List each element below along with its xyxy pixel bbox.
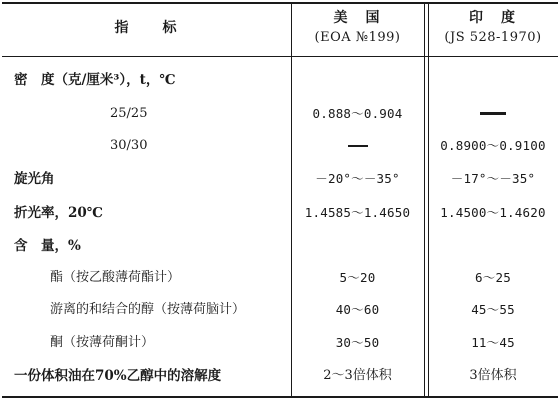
dash-mark [480,112,506,115]
row-ketone-label: 酮（按薄荷酮计） [50,335,155,350]
row-ester-india: 6～25 [475,270,511,285]
row-density-3030-india: 0.8900～0.9100 [440,138,546,153]
row-density-label: 密 度（克/厘米³），t，℃ [14,72,176,88]
row-density-3030-label: 30/30 [110,138,148,153]
row-density-3030-usa [291,138,424,154]
row-alcohol-india: 45～55 [471,302,515,317]
header-india-standard: (JS 528-1970) [444,30,542,45]
row-ketone-usa: 30～50 [335,335,380,350]
row-density-2525-label: 25/25 [110,106,148,121]
row-alcohol-usa: 40～60 [335,302,380,317]
row-ester-label: 酯（按乙酸薄荷酯计） [50,270,181,285]
row-rotation-usa: －20°～－35° [315,171,400,186]
row-solubility-label: 一份体积油在70%乙醇中的溶解度 [14,368,222,384]
row-refraction-india: 1.4500～1.4620 [440,205,546,220]
header-usa-standard: (EOA №199) [314,30,401,45]
row-density-2525-usa: 0.888～0.904 [312,106,403,121]
row-refraction-label: 折光率，20℃ [14,205,103,221]
row-ketone-india: 11～45 [471,335,515,350]
header-india-title: 印 度 [469,10,517,26]
row-alcohol-label: 游离的和结合的醇（按薄荷脑计） [50,302,246,317]
header-divider [2,56,558,57]
header-indicator: 指 标 [114,20,179,36]
row-content-label: 含 量，% [14,238,81,254]
row-refraction-usa: 1.4585～1.4650 [304,205,411,220]
row-solubility-india: 3倍体积 [469,368,517,383]
dash-mark [348,145,368,147]
row-ester-usa: 5～20 [339,270,376,285]
row-rotation-india: －17°～－35° [450,171,536,186]
column-divider-2a [424,2,425,398]
header-usa-title: 美 国 [333,10,382,26]
row-rotation-label: 旋光角 [14,171,55,187]
row-density-2525-india [428,106,558,122]
row-solubility-usa: 2～3倍体积 [323,368,392,383]
